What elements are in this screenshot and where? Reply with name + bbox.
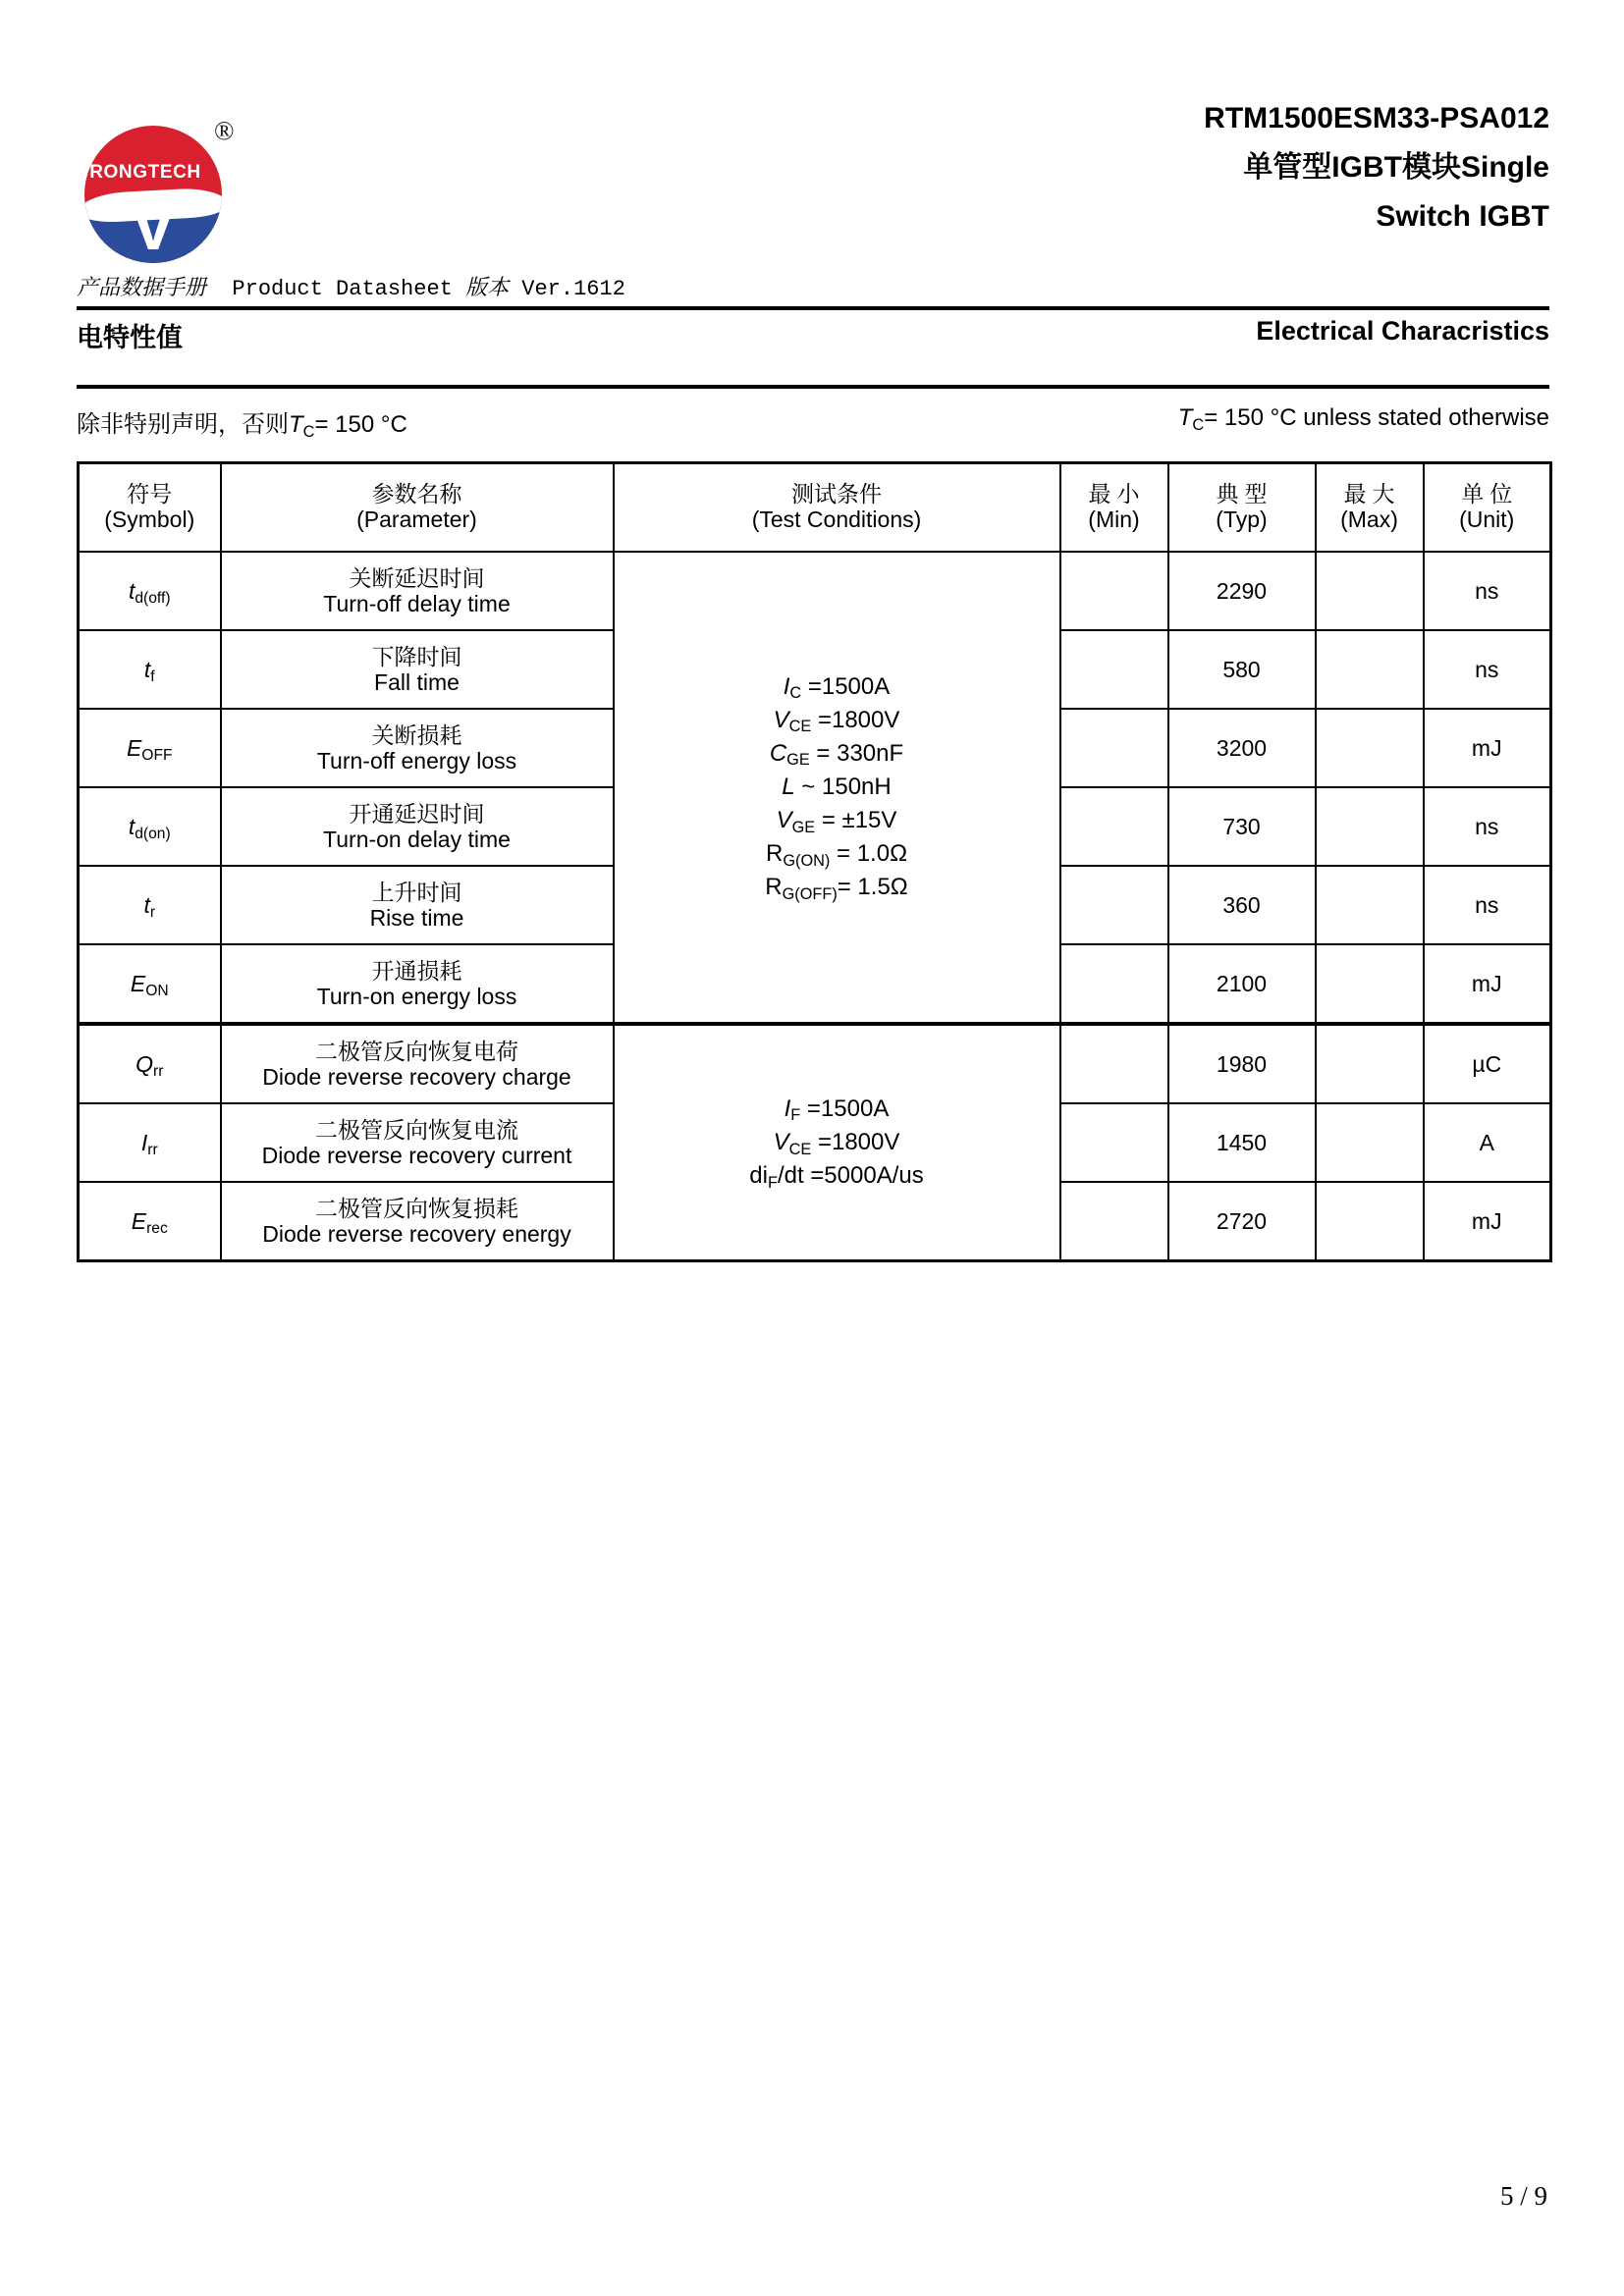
column-header-typ [1168, 463, 1316, 553]
company-logo [77, 108, 263, 263]
cell-symbol: $E_{rec}$ [79, 1182, 221, 1261]
cell-symbol: $t_{d(on)}$ [79, 787, 221, 866]
column-header-typ-cn: 典型 [1216, 481, 1273, 507]
cell-typ: 1980 [1168, 1024, 1316, 1103]
parameter-en: Diode reverse recovery current [261, 1143, 572, 1168]
registered-trademark-icon: ® [214, 116, 235, 145]
parameter-cn: 二极管反向恢复损耗 [315, 1195, 518, 1221]
cell-unit: mJ [1424, 1182, 1551, 1261]
cell-typ: 2720 [1168, 1182, 1316, 1261]
datasheet-label-en: Product Datasheet [232, 277, 453, 301]
cell-parameter [221, 1182, 614, 1261]
cell-symbol: $t_f$ [79, 630, 221, 709]
column-header-typ-en: (Typ) [1216, 507, 1268, 532]
logo-circle-icon [84, 126, 222, 263]
cell-max [1316, 630, 1424, 709]
cell-max [1316, 709, 1424, 787]
cell-max [1316, 787, 1424, 866]
cell-parameter [221, 1103, 614, 1182]
column-header-min [1060, 463, 1168, 553]
condition-line: $I_F =1500A$ [784, 1095, 890, 1125]
cell-parameter [221, 866, 614, 944]
datasheet-label-cn: 产品数据手册 [77, 275, 207, 299]
cell-typ: 1450 [1168, 1103, 1316, 1182]
cell-parameter [221, 552, 614, 630]
table-row [79, 552, 1551, 630]
parameter-en: Fall time [374, 669, 460, 695]
cell-min [1060, 866, 1168, 944]
cell-max [1316, 1103, 1424, 1182]
parameter-cn: 二极管反向恢复电荷 [315, 1038, 518, 1064]
column-header-unit [1424, 463, 1551, 553]
column-header-parameter-cn: 参数名称 [371, 481, 462, 507]
temperature-note-row [77, 404, 1549, 444]
note-cn-symbol: T [289, 411, 303, 438]
version-label-cn: 版本 [465, 275, 510, 299]
parameter-cn: 上升时间 [371, 879, 462, 905]
note-en-subscript: C [1192, 415, 1205, 434]
cell-parameter [221, 787, 614, 866]
cell-typ: 3200 [1168, 709, 1316, 787]
column-header-unit-cn: 单位 [1461, 481, 1519, 507]
cell-max [1316, 1024, 1424, 1103]
cell-min [1060, 1103, 1168, 1182]
column-header-symbol [79, 463, 221, 553]
parameter-en: Diode reverse recovery charge [262, 1064, 571, 1090]
table-header [79, 463, 1551, 553]
cell-unit: mJ [1424, 709, 1551, 787]
parameter-cn: 关断损耗 [371, 721, 462, 748]
cell-max [1316, 1182, 1424, 1261]
note-cn-subscript: C [302, 422, 315, 441]
table-row [79, 1024, 1551, 1103]
cell-typ: 2100 [1168, 944, 1316, 1024]
parameter-cn: 下降时间 [371, 643, 462, 669]
column-header-max-en: (Max) [1340, 507, 1398, 532]
parameter-cn: 关断延迟时间 [349, 564, 485, 591]
parameter-cn: 开通延迟时间 [349, 800, 485, 827]
cell-unit: µC [1424, 1024, 1551, 1103]
cell-parameter [221, 944, 614, 1024]
condition-line: $R_{G(ON)} = 1.0\Omega$ [765, 840, 908, 870]
note-en-value: = 150 °C unless stated otherwise [1204, 404, 1549, 431]
table-body [79, 552, 1551, 1261]
cell-unit: A [1424, 1103, 1551, 1182]
condition-line: $I_C =1500A$ [783, 672, 891, 703]
cell-max [1316, 944, 1424, 1024]
cell-min [1060, 630, 1168, 709]
condition-line: $C_{GE} = 330nF$ [769, 739, 904, 770]
cell-unit: ns [1424, 552, 1551, 630]
cell-typ: 2290 [1168, 552, 1316, 630]
logo-brand-text: RONGTECH [89, 162, 201, 183]
header-divider-top [77, 306, 1549, 310]
parameter-en: Turn-on energy loss [316, 984, 517, 1009]
parameter-en: Turn-on delay time [323, 827, 511, 852]
product-line-secondary: Switch IGBT [1376, 200, 1549, 233]
parameter-cn: 开通损耗 [371, 957, 462, 984]
cell-symbol: $E_{OFF}$ [79, 709, 221, 787]
cell-max [1316, 866, 1424, 944]
column-header-min-en: (Min) [1088, 507, 1140, 532]
cell-symbol: $t_{d(off)}$ [79, 552, 221, 630]
version-value: Ver.1612 [521, 277, 625, 301]
note-en-symbol: T [1177, 404, 1193, 431]
column-header-min-cn: 最小 [1088, 481, 1146, 507]
cell-parameter [221, 709, 614, 787]
cell-min [1060, 787, 1168, 866]
header-titles [469, 94, 1549, 241]
section-title-cn: 电特性值 [77, 323, 183, 352]
page-number: 5 / 9 [1499, 2181, 1547, 2211]
cell-test-conditions [614, 1024, 1060, 1261]
cell-min [1060, 709, 1168, 787]
table-header-row [79, 463, 1551, 553]
cell-parameter [221, 630, 614, 709]
parameter-cn: 二极管反向恢复电流 [315, 1116, 518, 1143]
cell-symbol: $E_{ON}$ [79, 944, 221, 1024]
cell-symbol: $I_{rr}$ [79, 1103, 221, 1182]
cell-symbol: $Q_{rr}$ [79, 1024, 221, 1103]
part-number: RTM1500ESM33-PSA012 [1204, 102, 1549, 134]
electrical-characteristics-table [77, 461, 1552, 1262]
column-header-unit-en: (Unit) [1459, 507, 1515, 532]
condition-line: L ~ 150nH [782, 773, 892, 800]
logo-v-mark: V [130, 187, 177, 263]
cell-typ: 730 [1168, 787, 1316, 866]
parameter-en: Diode reverse recovery energy [262, 1221, 571, 1247]
column-header-max-cn: 最大 [1343, 481, 1401, 507]
condition-line: $di_F/dt =5000A/us$ [749, 1162, 924, 1192]
column-header-max [1316, 463, 1424, 553]
column-header-conditions [614, 463, 1060, 553]
cell-min [1060, 944, 1168, 1024]
cell-min [1060, 1182, 1168, 1261]
note-cn-value: = 150 °C [314, 411, 407, 438]
parameter-en: Rise time [369, 905, 464, 931]
header-divider-bottom [77, 385, 1549, 389]
temperature-note-en [1178, 404, 1549, 432]
condition-line: $R_{G(OFF)}= 1.5\Omega$ [765, 874, 908, 903]
cell-test-conditions [614, 552, 1060, 1024]
cell-typ: 580 [1168, 630, 1316, 709]
condition-line: $V_{CE} =1800V$ [773, 706, 900, 736]
column-header-symbol-cn: 符号 [127, 481, 173, 507]
cell-min [1060, 552, 1168, 630]
parameter-en: Turn-off delay time [323, 591, 511, 616]
page-header [77, 94, 1549, 291]
column-header-conditions-cn: 测试条件 [791, 481, 882, 507]
cell-max [1316, 552, 1424, 630]
section-title-row [77, 316, 1549, 361]
condition-line: $V_{CE} =1800V$ [773, 1128, 900, 1158]
cell-typ: 360 [1168, 866, 1316, 944]
section-title-en: Electrical Characristics [1256, 316, 1549, 346]
column-header-symbol-en: (Symbol) [104, 507, 195, 532]
product-line-primary: 单管型IGBT模块Single [1243, 151, 1549, 184]
temperature-note-cn [77, 404, 407, 439]
column-header-conditions-en: (Test Conditions) [751, 507, 922, 532]
column-header-parameter [221, 463, 614, 553]
cell-unit: ns [1424, 866, 1551, 944]
note-cn-prefix: 除非特别声明，否则 [77, 411, 289, 438]
cell-symbol: $t_r$ [79, 866, 221, 944]
cell-parameter [221, 1024, 614, 1103]
datasheet-version-line [77, 271, 625, 301]
cell-unit: ns [1424, 787, 1551, 866]
cell-min [1060, 1024, 1168, 1103]
column-header-parameter-en: (Parameter) [356, 507, 477, 532]
cell-unit: mJ [1424, 944, 1551, 1024]
parameter-en: Turn-off energy loss [316, 748, 517, 774]
cell-unit: ns [1424, 630, 1551, 709]
condition-line: $V_{GE} = \pm 15V$ [776, 807, 897, 836]
